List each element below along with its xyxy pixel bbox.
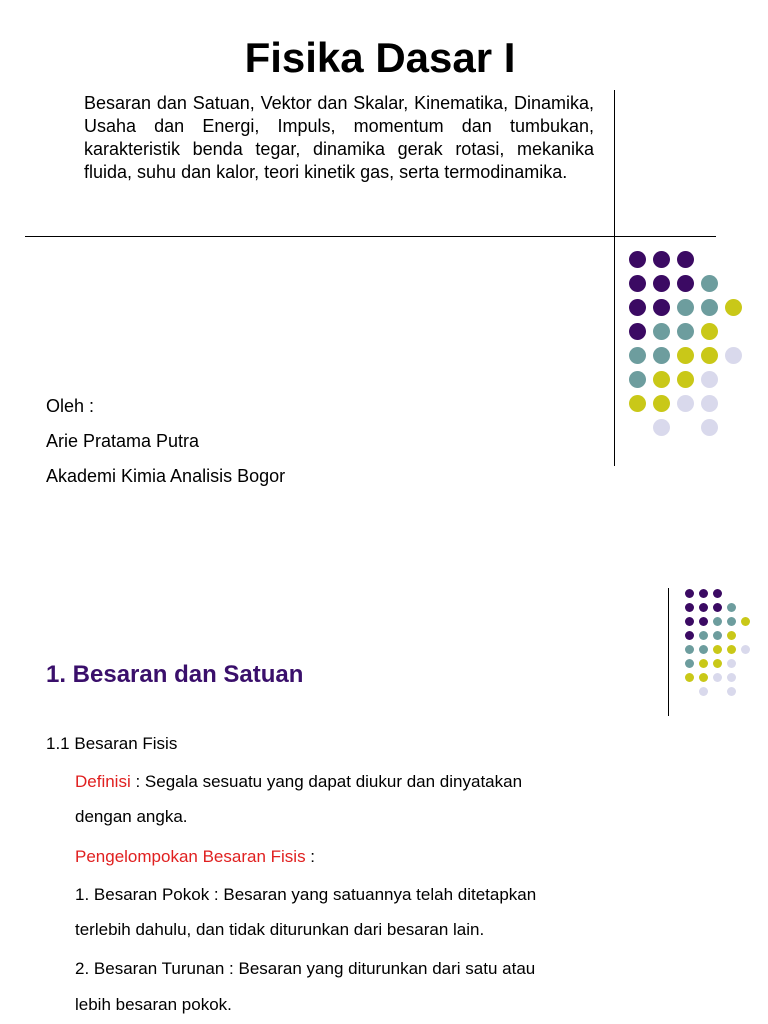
decorative-dot [741,645,750,654]
decorative-dot [727,603,736,612]
decorative-dot [677,371,694,388]
decorative-dot [653,371,670,388]
decorative-dot [725,347,742,364]
decorative-dot [685,603,694,612]
author-institution: Akademi Kimia Analisis Bogor [46,466,286,486]
decorative-dot [699,617,708,626]
decorative-dot [677,275,694,292]
decorative-dot [701,275,718,292]
decorative-dot [701,323,718,340]
list-item-2-line-2: lebih besaran pokok. [75,995,232,1014]
vertical-divider [614,90,615,466]
decorative-dot [727,687,736,696]
list-item-2-line-1: 2. Besaran Turunan : Besaran yang diturunkan dari satu atau [75,959,536,978]
decorative-dot [629,299,646,316]
decorative-dot [699,687,708,696]
decorative-dot [701,419,718,436]
decorative-dot [653,323,670,340]
author-name: Arie Pratama Putra [46,431,200,451]
intro-paragraph: Besaran dan Satuan, Vektor dan Skalar, Kinematika, Dinamika, Usaha dan Energi, Impuls, momentum dan tumbukan, karakteristik benda tegar, dinamika gerak rotasi, mekanika fluida, suhu dan kalor, teori kinetik gas, serta termodinamika. [84,93,594,182]
subsection-heading: 1.1 Besaran Fisis [46,734,178,753]
decorative-dot [699,673,708,682]
decorative-dot [713,631,722,640]
decorative-dot [727,631,736,640]
decorative-dot [701,371,718,388]
decorative-dot [653,299,670,316]
decorative-dot [727,645,736,654]
decorative-dot [727,659,736,668]
decorative-dot [677,347,694,364]
decorative-dot [685,631,694,640]
vertical-divider-small [668,588,669,716]
page-title: Fisika Dasar I [244,34,516,81]
decorative-dot [629,251,646,268]
decorative-dot [629,395,646,412]
decorative-dot [699,603,708,612]
definition-text: : Segala sesuatu yang dapat diukur dan dinyatakan [130,772,523,791]
decorative-dot [653,419,670,436]
section-heading: 1. Besaran dan Satuan [46,661,304,688]
decorative-dot [741,617,750,626]
decorative-dot [685,617,694,626]
author-label: Oleh : [46,396,95,416]
decorative-dot [727,617,736,626]
decorative-dot [629,323,646,340]
decorative-dot [713,617,722,626]
grouping-label: Pengelompokan Besaran Fisis [75,847,306,866]
horizontal-divider [25,236,716,237]
decorative-dot [701,347,718,364]
decorative-dot [653,251,670,268]
decorative-dot [653,275,670,292]
decorative-dot [713,659,722,668]
grouping-line [75,847,315,867]
definition-continuation: dengan angka. [75,807,188,826]
decorative-dot [685,659,694,668]
decorative-dot [701,395,718,412]
decorative-dot [629,371,646,388]
decorative-dot [677,323,694,340]
decorative-dot [725,299,742,316]
decorative-dot [653,395,670,412]
decorative-dot [685,645,694,654]
decorative-dot [713,645,722,654]
grouping-suffix: : [305,847,316,866]
decorative-dot [677,299,694,316]
list-item-1-line-1: 1. Besaran Pokok : Besaran yang satuannya telah ditetapkan [75,885,537,904]
decorative-dot [713,603,722,612]
decorative-dot [701,299,718,316]
decorative-dot [685,673,694,682]
decorative-dot [629,347,646,364]
decorative-dot [699,589,708,598]
decorative-dot [727,673,736,682]
decorative-dot [699,645,708,654]
decorative-dot [629,275,646,292]
decorative-dot [713,673,722,682]
decorative-dot [685,589,694,598]
decorative-dot [677,395,694,412]
definition-line [75,772,522,792]
list-item-1-line-2: terlebih dahulu, dan tidak diturunkan dari besaran lain. [75,920,485,939]
decorative-dot [653,347,670,364]
decorative-dot [699,631,708,640]
decorative-dot [699,659,708,668]
definition-label: Definisi [75,772,131,791]
decorative-dot [677,251,694,268]
decorative-dot [713,589,722,598]
